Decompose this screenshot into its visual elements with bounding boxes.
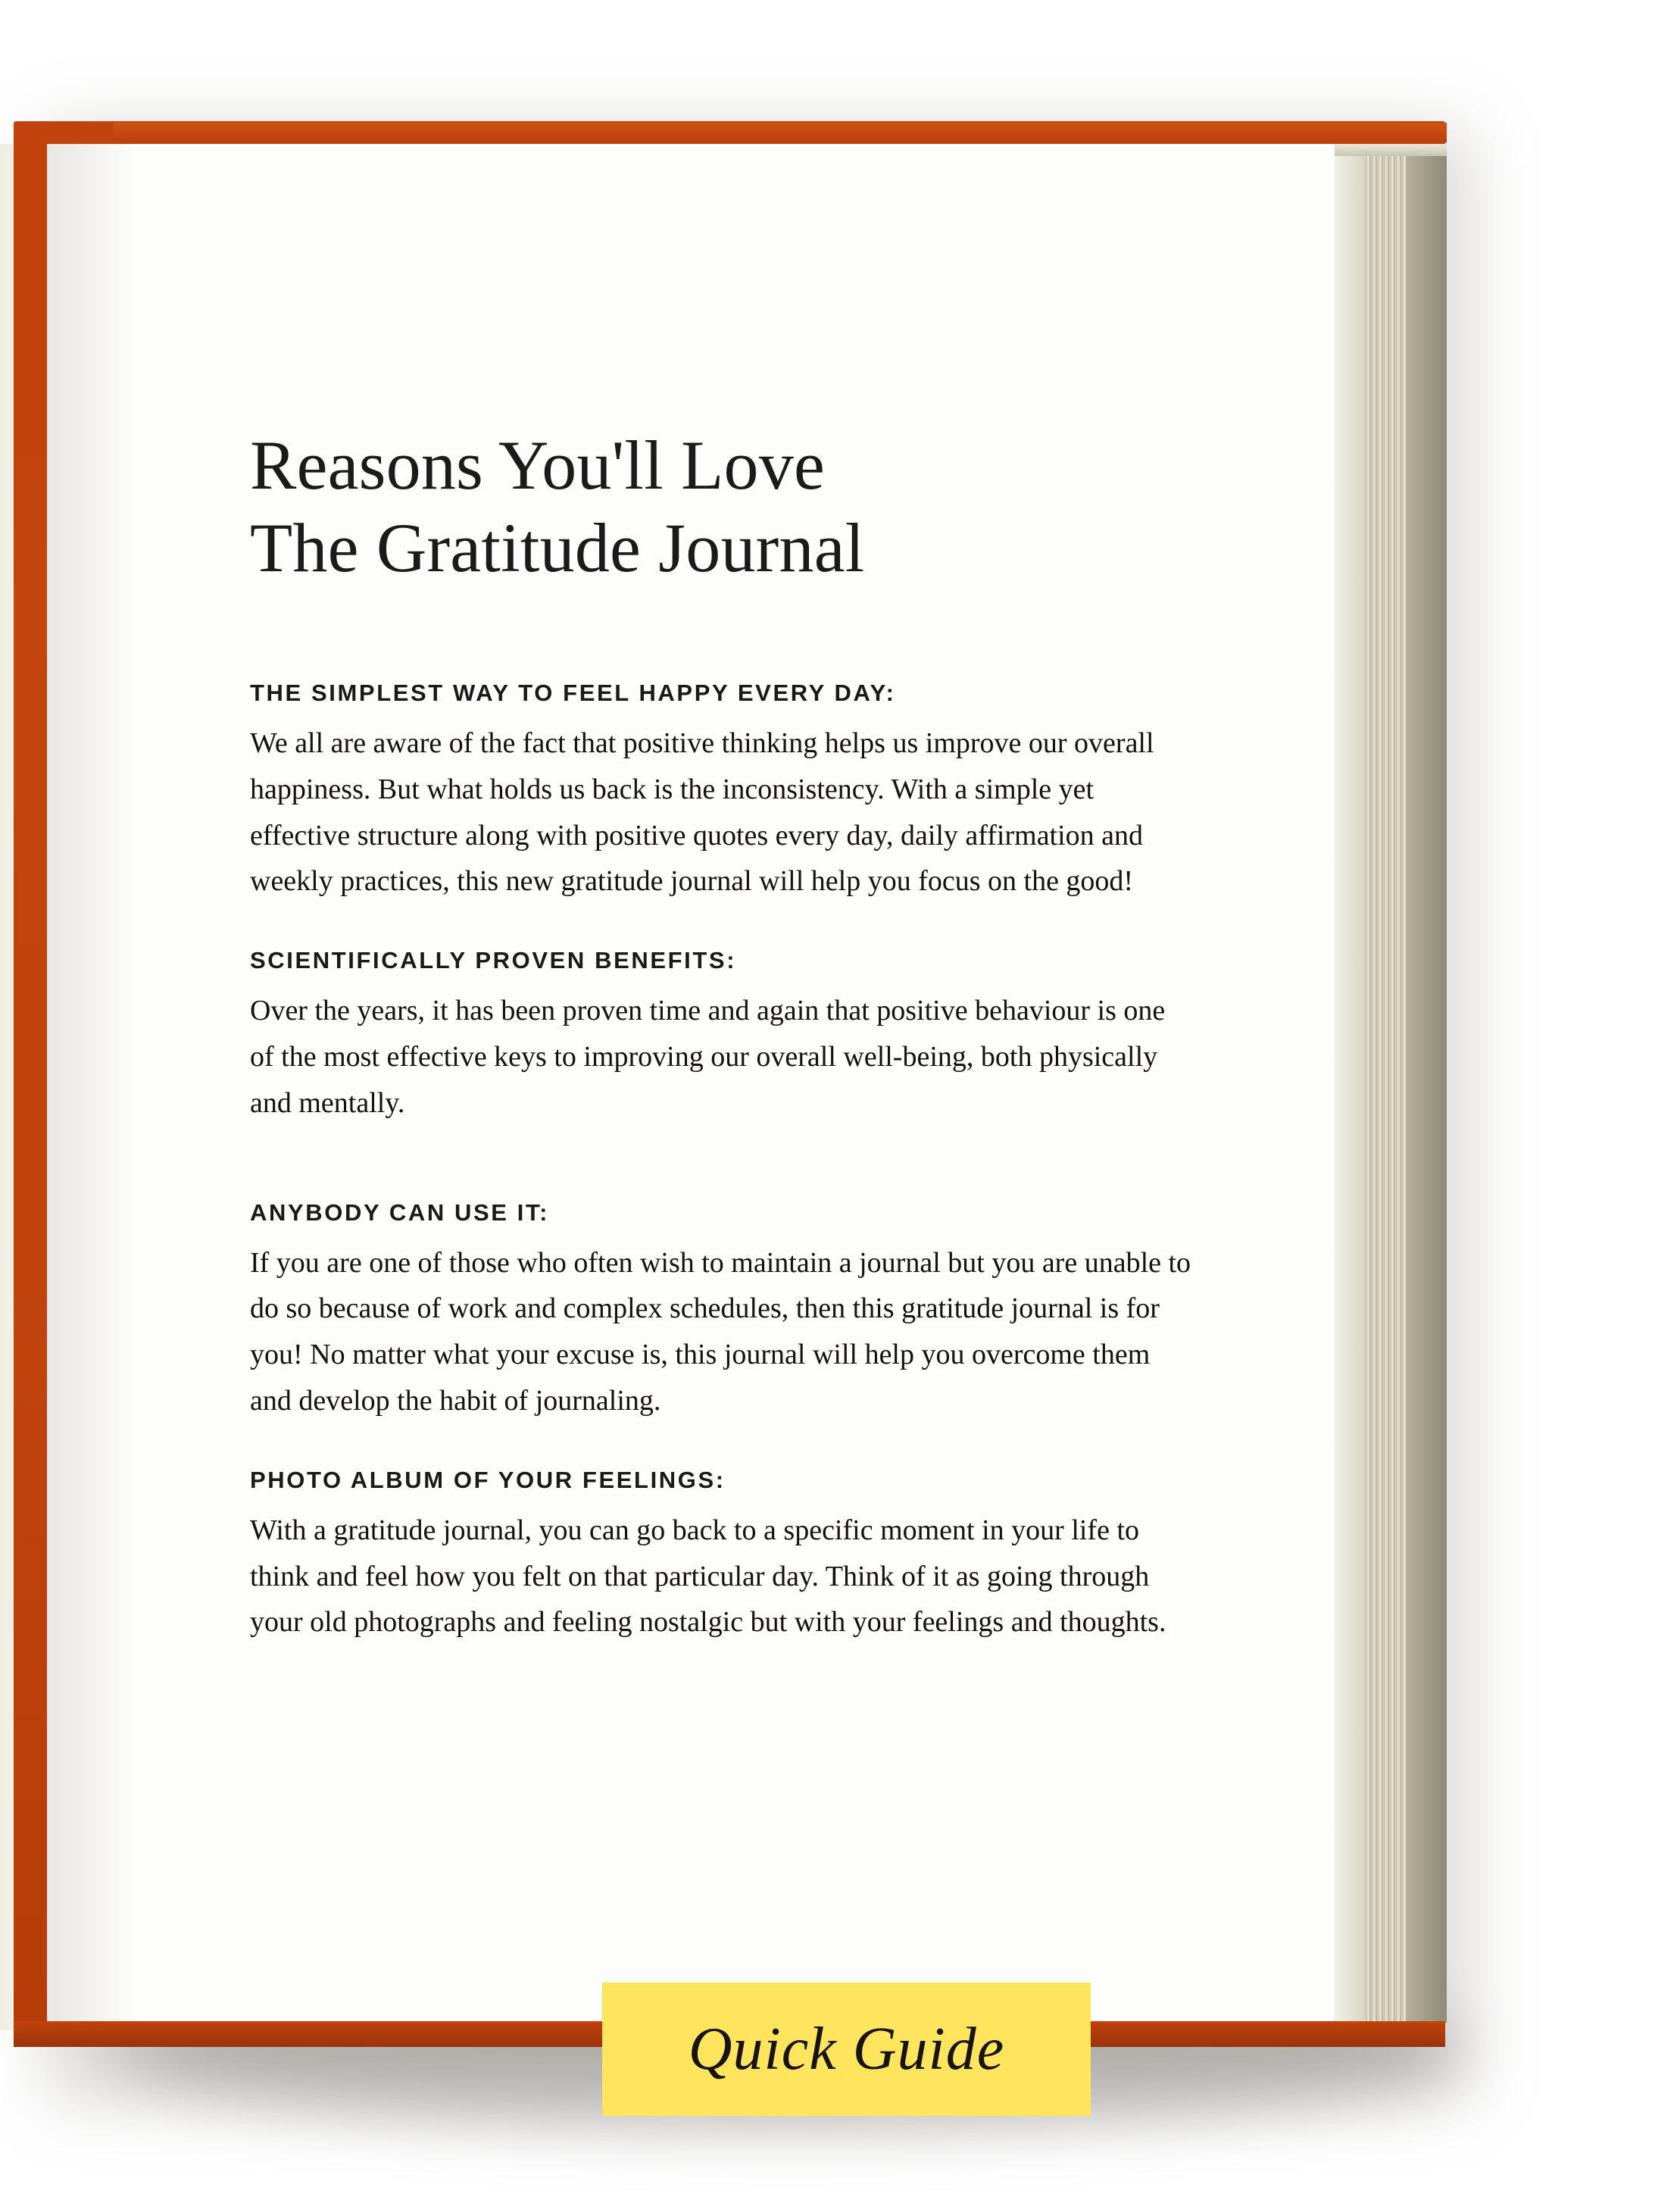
section-heading: ANYBODY CAN USE IT: <box>250 1198 550 1226</box>
section-body: If you are one of those who often wish to maintain a journal but you are unable to do so because of work and complex schedules, then this gratitude journal is for you! No matter what your excuse is, this journal will help you overcome them and develop the habit of journaling. <box>250 1246 1191 1417</box>
section-simplest-way <box>250 680 1227 905</box>
quick-guide-label: Quick Guide <box>688 2015 1005 2083</box>
page-content <box>250 424 1227 1688</box>
page-stack-shadow <box>1406 144 1447 2023</box>
page-title <box>250 424 1227 589</box>
page-stack-top-edge <box>1335 144 1447 156</box>
section-heading: THE SIMPLEST WAY TO FEEL HAPPY EVERY DAY: <box>250 680 896 707</box>
page-title-line-1: Reasons You'll Love <box>250 427 825 504</box>
page-title-line-2: The Gratitude Journal <box>250 508 865 586</box>
section-body: With a gratitude journal, you can go back to a specific moment in your life to think and feel how you felt on that particular day. Think of it as going through your old photographs and feeling nostalgic but with your feelings and thoughts. <box>250 1514 1166 1639</box>
cover-top-edge <box>114 123 1447 142</box>
section-anybody-can-use-it <box>250 1199 1227 1424</box>
page-stack-highlight <box>1335 144 1365 2023</box>
section-heading: PHOTO ALBUM OF YOUR FEELINGS: <box>250 1466 726 1493</box>
section-heading: SCIENTIFICALLY PROVEN BENEFITS: <box>250 947 737 974</box>
section-proven-benefits <box>250 947 1227 1126</box>
quick-guide-badge <box>602 1983 1091 2116</box>
section-body: We all are aware of the fact that positive thinking helps us improve our overall happiness. But what holds us back is the inconsistency. With a simple yet effective structure along with positive quotes every day, daily affirmation and weekly practices, this new gratitude journal will help you focus on the good! <box>250 727 1154 898</box>
section-body: Over the years, it has been proven time and again that positive behaviour is one of the most effective keys to improving our overall well-being, both physically and mentally. <box>250 995 1166 1119</box>
section-photo-album <box>250 1467 1227 1645</box>
